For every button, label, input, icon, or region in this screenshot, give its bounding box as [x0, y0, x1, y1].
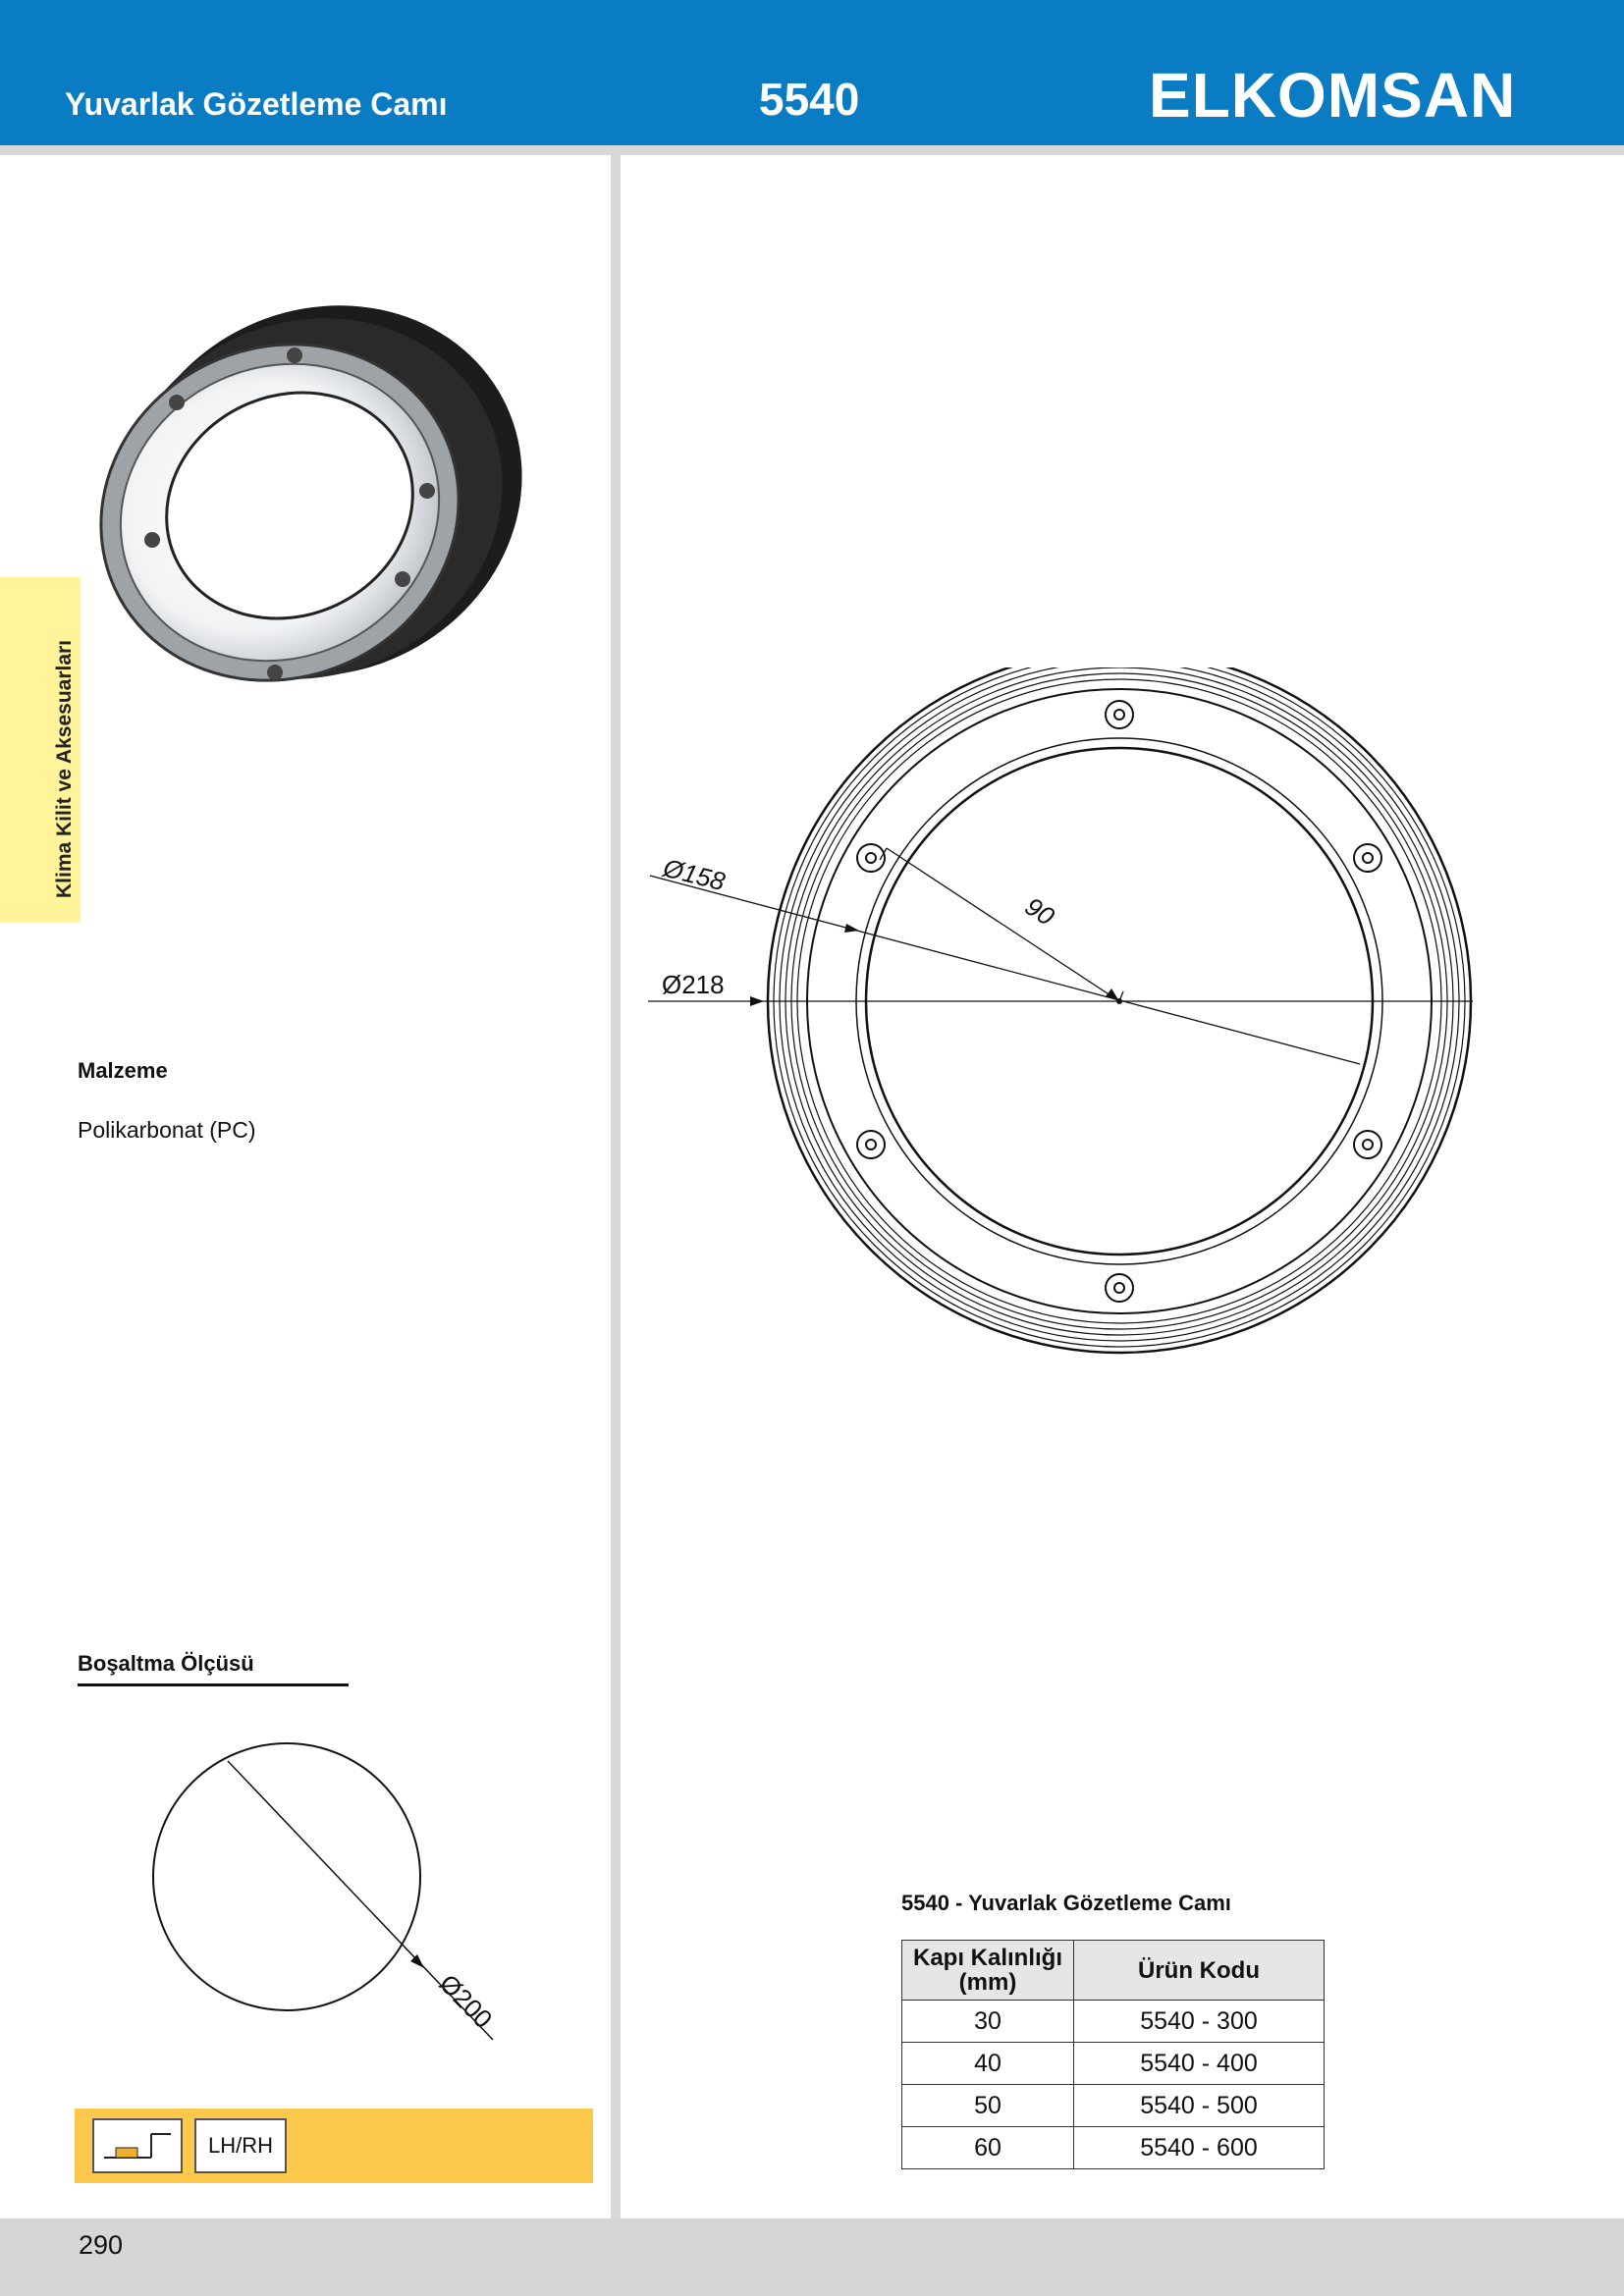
footer-bar [0, 2218, 1624, 2296]
code-cell: 5540 - 600 [1074, 2127, 1325, 2169]
code-cell: 5540 - 300 [1074, 2001, 1325, 2043]
material-label: Malzeme [78, 1058, 168, 1083]
code-cell: 5540 - 500 [1074, 2085, 1325, 2127]
product-title: Yuvarlak Gözetleme Camı [65, 86, 448, 122]
thickness-cell: 40 [902, 2043, 1074, 2085]
category-tab-label: Klima Kilit ve Aksesuarları [53, 639, 76, 898]
product-photo [79, 255, 569, 726]
table-row [902, 2127, 1325, 2169]
thickness-cell: 50 [902, 2085, 1074, 2127]
table-row [902, 2001, 1325, 2043]
product-code-table [901, 1940, 1325, 2169]
brand-logo: ELKOMSAN [1149, 60, 1517, 131]
screw-lug-bottom-right [1354, 1131, 1381, 1158]
drain-cutout-drawing [147, 1728, 520, 2081]
material-value: Polikarbonat (PC) [78, 1117, 256, 1143]
col-header-thickness-line2: (mm) [958, 1969, 1017, 1996]
col-header-code: Ürün Kodu [1074, 1941, 1325, 2001]
table-row [902, 2085, 1325, 2127]
table-row [902, 2043, 1325, 2085]
drain-size-label: Boşaltma Ölçüsü [78, 1651, 254, 1676]
drain-diameter-text: Ø200 [433, 1968, 499, 2034]
drain-size-underline [78, 1683, 349, 1686]
dim-outer-text: Ø218 [662, 970, 725, 999]
table-caption: 5540 - Yuvarlak Gözetleme Camı [901, 1891, 1231, 1915]
screw-lug-bottom [1106, 1274, 1133, 1302]
screw-lug-top-right [1354, 844, 1381, 872]
door-hinge-icon [92, 2118, 183, 2173]
col-header-thickness [902, 1941, 1074, 2001]
product-code: 5540 [759, 74, 860, 125]
thickness-cell: 30 [902, 2001, 1074, 2043]
column-divider [611, 155, 621, 2218]
screw-lug-top [1106, 701, 1133, 728]
dim-radius-text: 90 [1019, 890, 1060, 932]
code-cell: 5540 - 400 [1074, 2043, 1325, 2085]
dim-inner-text: Ø158 [660, 852, 729, 897]
thickness-cell: 60 [902, 2127, 1074, 2169]
header-underline [0, 145, 1624, 155]
screw-lug-bottom-left [857, 1131, 885, 1158]
col-header-thickness-line1: Kapı Kalınlığı [912, 1945, 1062, 1971]
technical-drawing [638, 667, 1492, 1374]
hand-orientation-label: LH/RH [194, 2118, 287, 2173]
page-number: 290 [79, 2230, 124, 2260]
